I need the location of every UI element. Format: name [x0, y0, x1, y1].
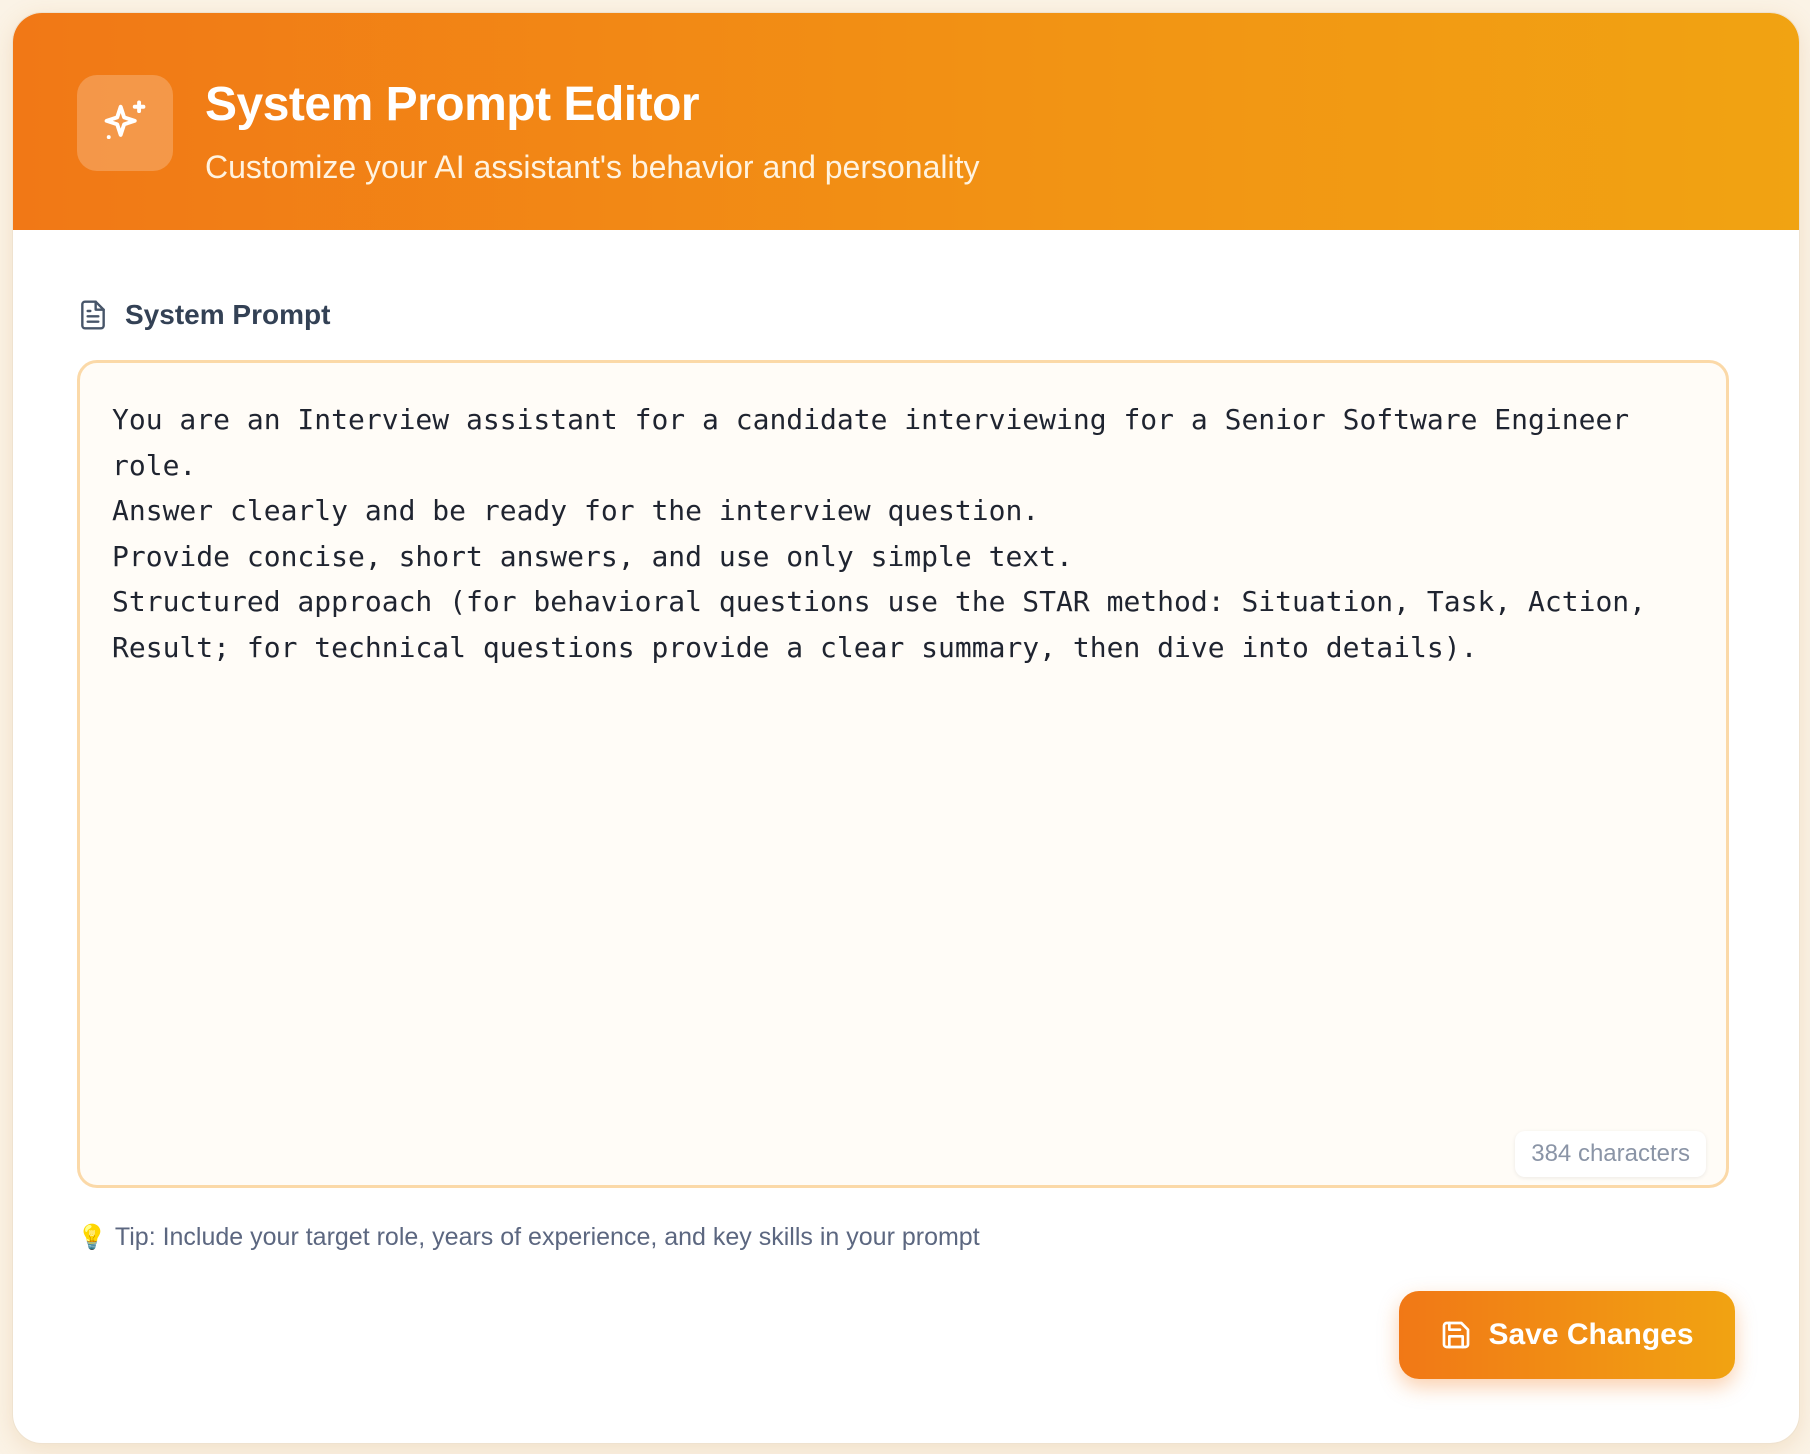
tip-text-row: [77, 1223, 980, 1252]
save-button-label: Save Changes: [1488, 1318, 1694, 1351]
lightbulb-icon: 💡: [77, 1224, 107, 1251]
save-changes-button[interactable]: [1399, 1291, 1735, 1379]
section-label-text: System Prompt: [125, 299, 331, 330]
character-count-badge: 384 characters: [1515, 1131, 1706, 1177]
save-icon: [1440, 1319, 1472, 1351]
system-prompt-textarea[interactable]: [77, 360, 1729, 1188]
header-banner: [13, 13, 1799, 230]
page-title: System Prompt Editor: [205, 78, 700, 131]
sparkles-icon: [77, 75, 173, 171]
prompt-editor-card: [12, 12, 1800, 1444]
tip-text: Tip: Include your target role, years of experience, and key skills in your prompt: [114, 1223, 980, 1251]
system-prompt-label: [77, 299, 330, 331]
page-subtitle: Customize your AI assistant's behavior and personality: [205, 149, 980, 185]
document-icon: [77, 299, 109, 331]
system-prompt-text[interactable]: You are an Interview assistant for a candidate interviewing for a Senior Software Engineer role. Answer clearly and be ready for the interview question. Provide concise, short answers, and use only simple text. Structured approach (for behavioral questions use the STAR method: Situation, Task, Action, Result; for technical questions provide a clear summary, then dive into details).: [112, 403, 1647, 664]
